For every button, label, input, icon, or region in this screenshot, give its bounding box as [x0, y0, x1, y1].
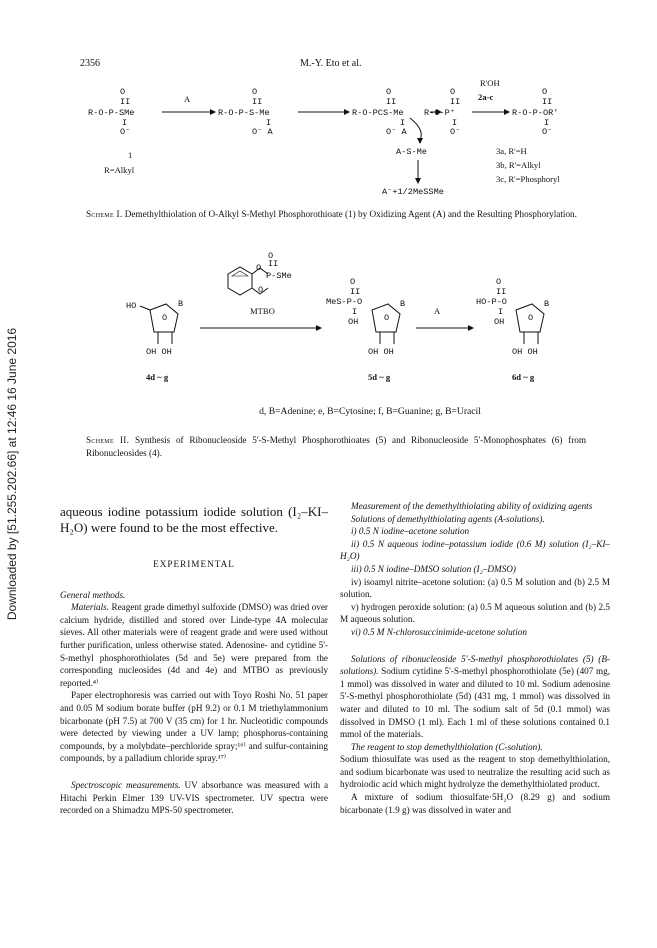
metaphosphate-structure: [424, 87, 460, 137]
svg-text:OH OH: OH OH: [512, 347, 538, 357]
svg-text:II: II: [350, 287, 361, 297]
download-watermark: Downloaded by [51.255.202.66] at 12:46 16 June 2016: [5, 327, 19, 621]
scheme-1-caption: [86, 208, 586, 221]
right-column: [340, 500, 610, 816]
product-3c: 3c, R'=Phosphoryl: [496, 174, 560, 184]
intermediate-2-structure: [352, 87, 407, 137]
reagent-a-scheme2: A: [434, 306, 441, 316]
svg-text:I: I: [452, 118, 458, 128]
svg-text:II: II: [386, 97, 397, 107]
svg-text:II: II: [450, 97, 461, 107]
svg-text:I: I: [352, 307, 358, 317]
solutions-heading: Solutions of demethylthiolating agents (A-solutions).: [351, 513, 545, 524]
svg-text:II: II: [542, 97, 553, 107]
svg-text:O: O: [384, 313, 390, 323]
reagent-roh: R'OH: [480, 78, 500, 88]
byproduct-mssme: A⁻+1/2MeSSMe: [382, 187, 444, 197]
svg-text:O⁻: O⁻: [120, 127, 131, 137]
svg-text:O: O: [120, 87, 126, 97]
svg-text:B: B: [178, 299, 184, 309]
left-column: [60, 504, 328, 817]
label-5: 5d ~ g: [368, 372, 391, 382]
solution-item-1: i) 0.5 N iodine–acetone solution: [351, 526, 470, 537]
ribonucleoside-paragraph: [340, 653, 610, 741]
ribonucleoside-heading: Solutions of ribonucleoside 5'-S-methyl phosphorothiolates (5) (B-solutions).: [340, 653, 610, 677]
svg-text:I: I: [266, 118, 272, 128]
svg-text:R-O-P⁺: R-O-P⁺: [424, 108, 455, 118]
svg-text:O⁻: O⁻: [450, 127, 461, 137]
scheme-2-label: Scheme II.: [86, 435, 130, 445]
compound-1-structure: [88, 87, 134, 137]
stop-heading: The reagent to stop demethylthiolation (C-solution).: [351, 741, 543, 752]
svg-text:II: II: [120, 97, 131, 107]
scheme-1-label: Scheme I.: [86, 209, 123, 219]
solution-item-2: ii) 0.5 N aqueous iodine–potassium iodide (0.6 M) solution (I₂–KI–H₂O): [340, 538, 610, 562]
svg-text:II: II: [496, 287, 507, 297]
reagent-a-label: A: [184, 94, 191, 104]
label-4: 4d ~ g: [146, 372, 169, 382]
measurement-heading: Measurement of the demethylthiolating ability of oxidizing agents: [351, 501, 593, 511]
svg-text:I: I: [544, 118, 550, 128]
svg-text:MeS-P-O: MeS-P-O: [326, 297, 363, 307]
running-title: M.-Y. Eto et al.: [300, 58, 362, 69]
nucleotide-6-structure: [476, 277, 549, 357]
solution-item-5: v) hydrogen peroxide solution: (a) 0.5 M aqueous solution and (b) 2.5 M aqueous solution.: [340, 601, 610, 625]
intro-text: aqueous iodine potassium iodide solution (I₂–KI–H₂O) were found to be the most effective.: [60, 504, 328, 535]
svg-text:P-SMe: P-SMe: [266, 271, 292, 281]
compound-1-number: 1: [128, 150, 133, 160]
svg-text:O: O: [350, 277, 356, 287]
label-6: 6d ~ g: [512, 372, 535, 382]
scheme-2-caption: [86, 434, 586, 460]
intermediate-1-structure: [218, 87, 273, 137]
product-3a: 3a, R'=H: [496, 146, 527, 156]
svg-text:OH OH: OH OH: [368, 347, 394, 357]
svg-text:I: I: [122, 118, 128, 128]
svg-text:OH: OH: [494, 317, 505, 327]
section-title-experimental: EXPERIMENTAL: [153, 559, 235, 569]
svg-text:B: B: [400, 299, 406, 309]
product-3-structure: [512, 87, 558, 137]
compound-1-r: R=Alkyl: [104, 165, 135, 175]
svg-text:O: O: [496, 277, 502, 287]
svg-text:O: O: [256, 263, 262, 273]
general-methods-heading: General methods.: [60, 589, 126, 600]
svg-text:O: O: [258, 285, 264, 295]
reagent-mtbo: MTBO: [250, 306, 275, 316]
svg-text:O: O: [450, 87, 456, 97]
svg-text:HO: HO: [126, 301, 137, 311]
page-number: 2356: [80, 58, 100, 69]
mixture-text: A mixture of sodium thiosulfate·5H₂O (8.29 g) and sodium bicarbonate (1.9 g) was dissolved in water and: [340, 792, 610, 815]
svg-text:O: O: [386, 87, 392, 97]
svg-text:O: O: [162, 313, 168, 323]
svg-text:R-O-P-OR': R-O-P-OR': [512, 108, 559, 118]
byproduct-asme: A-S-Me: [396, 147, 427, 157]
reagent-2a-c: 2a-c: [478, 92, 494, 102]
stop-text: Sodium thiosulfate was used as the reagent to stop demethylthiolation, and sodium bicarbonate was used to neutralize the resulting acid such as hydroiodic acid which might hydrolyze the demethylthiolated product.: [340, 754, 610, 790]
nucleotide-5-structure: [326, 277, 405, 357]
nucleoside-4-structure: [126, 299, 183, 357]
materials-text: Reagent grade dimethyl sulfoxide (DMSO) was dried over calcium hydride, distilled and stored over Linde-type 4A molecular sieves. All other materials were of reagent grade and were used without further purification, unless otherwise stated. Adenosine- and cytidine 5'-S-methyl phosphorothiolates (5d and 5e) were prepared from the corresponding nucleosides (4d and 4e) and MTBO as previously reported.⁴⁾: [60, 602, 328, 688]
svg-text:O⁻ A: O⁻ A: [252, 127, 273, 137]
spectroscopic-paragraph: [60, 779, 328, 817]
electrophoresis-paragraph: Paper electrophoresis was carried out with Toyo Roshi No. 51 paper and 0.05 M sodium borate buffer (pH 9.2) or 0.1 M triethylammonium bicarbonate (pH 7.5) at 700 V (35 cm) for 1 hr. Nucleotidic compounds were detected by viewing under a UV lamp; phosphorus-containing compounds, by a molybdate–perchloride spray;¹⁶⁾ and sulfur-containing compounds, by a palladium chloride spray.¹⁷⁾: [60, 690, 328, 764]
product-3b: 3b, R'=Alkyl: [496, 160, 541, 170]
mtbo-structure: [228, 251, 292, 295]
svg-text:OH: OH: [348, 317, 359, 327]
solution-item-3: iii) 0.5 N iodine–DMSO solution (I₂–DMSO): [351, 563, 516, 574]
svg-text:OH OH: OH OH: [146, 347, 172, 357]
svg-text:II: II: [268, 259, 279, 269]
svg-text:R-O-P-SMe: R-O-P-SMe: [88, 108, 135, 118]
svg-text:II: II: [252, 97, 263, 107]
svg-text:I: I: [400, 118, 406, 128]
svg-text:O⁻: O⁻: [542, 127, 553, 137]
svg-text:O⁻ A: O⁻ A: [386, 127, 407, 137]
svg-text:R-O-P-S-Me: R-O-P-S-Me: [218, 108, 270, 118]
spectroscopic-heading: Spectroscopic measurements.: [71, 779, 181, 790]
svg-text:HO-P-O: HO-P-O: [476, 297, 507, 307]
solution-item-4: iv) isoamyl nitrite–acetone solution: (a) 0.5 M solution and (b) 2.5 M solution.: [340, 576, 610, 600]
scheme-1-caption-text: Demethylthiolation of O-Alkyl S-Methyl Phosphorothioate (1) by Oxidizing Agent (A) and the Resulting Phosphorylation.: [124, 209, 577, 219]
scheme-2-bases: d, B=Adenine; e, B=Cytosine; f, B=Guanine; g, B=Uracil: [259, 406, 481, 417]
solution-item-6: vi) 0.5 M N-chlorosuccinimide-acetone solution: [351, 626, 527, 637]
svg-text:B: B: [544, 299, 550, 309]
scheme-1-diagram: [80, 78, 600, 198]
materials-paragraph: [60, 601, 328, 689]
materials-heading: Materials.: [71, 602, 110, 613]
svg-text:O: O: [542, 87, 548, 97]
ribonucleoside-text: Sodium cytidine 5'-S-methyl phosphorothiolate (5e) (407 mg, 1 mmol) was dissolved in water and diluted to 10 ml. Sodium adenosine 5'-S-methyl phosphorothiolate (5d) (431 mg, 1 mmol) was dissolved in water and diluted to 10 ml. The sodium salt of 5d (0.1 mmol) was dissolved in DMSO (1 ml). Each 1 ml of these solutions contained 0.1 mmol of the materials.: [340, 666, 610, 740]
svg-text:I: I: [498, 307, 504, 317]
svg-text:O: O: [252, 87, 258, 97]
spectroscopic-text: UV absorbance was measured with a Hitachi Perkin Elmer 139 UV-VIS spectrometer. UV spectra were recorded on a Shimadzu MPS-50 spectrometer.: [60, 779, 329, 816]
svg-text:O: O: [528, 313, 534, 323]
scheme-2-diagram: [120, 248, 590, 398]
scheme-2-caption-text: Synthesis of Ribonucleoside 5'-S-Methyl Phosphorothioates (5) and Ribonucleoside 5'-Monophosphates (6) from Ribonucleosides (4).: [86, 435, 587, 458]
svg-text:R-O-PCS-Me: R-O-PCS-Me: [352, 108, 404, 118]
svg-text:O: O: [268, 251, 274, 261]
